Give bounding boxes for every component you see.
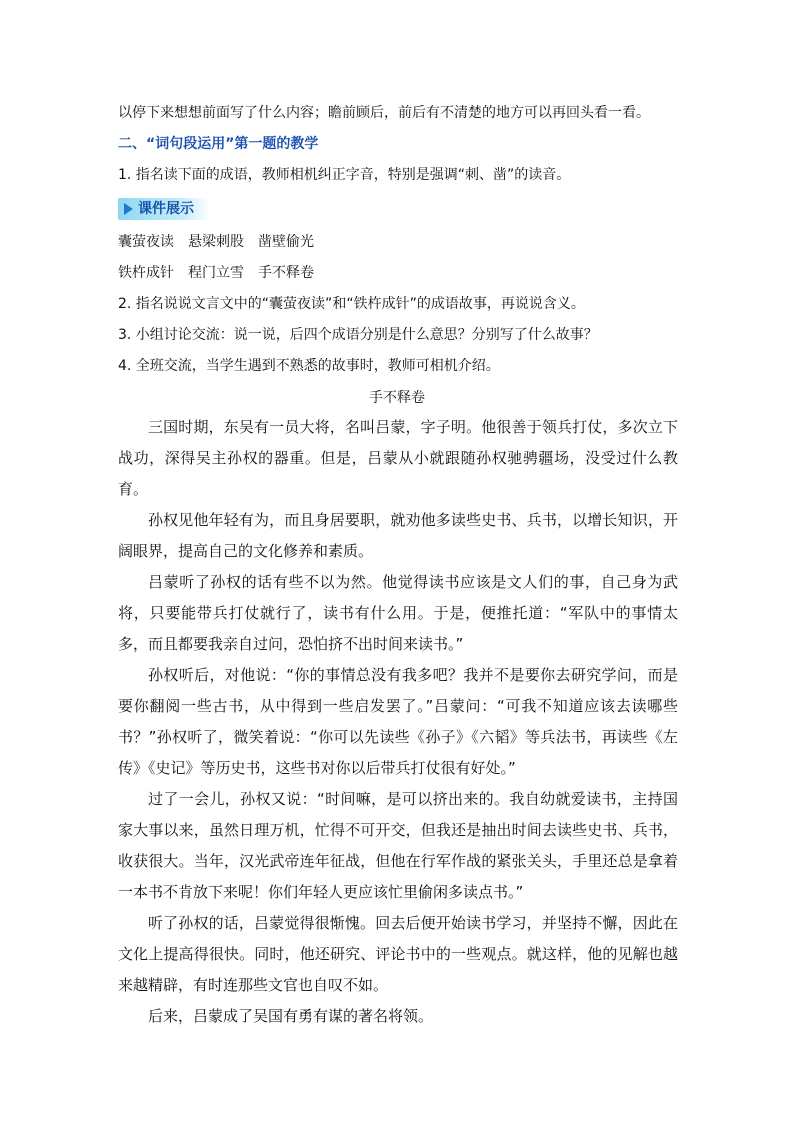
idiom-row-2: 铁杵成针 程门立雪 手不释卷 (118, 265, 314, 281)
story-paragraph-2: 孙权见他年轻有为，而且身居要职，就劝他多读些史书、兵书，以增长知识，开阔眼界，提高自己的文化修养和素质。 (118, 511, 678, 560)
step-2: 2. 指名说说文言文中的“囊萤夜读”和“铁杵成针”的成语故事，再说说含义。 (118, 296, 585, 312)
story-paragraph-4: 孙权听后，对他说：“你的事情总没有我多吧？我并不是要你去研究学问，而是要你翻阅一些古书，从中得到一些启发罢了。”吕蒙问：“可我不知道应该去读哪些书？”孙权听了，微笑着说：“你可以先读些《孙子》《六韬》等兵法书，再读些《左传》《史记》等历史书，这些书对你以后带兵打仗很有好处。” (118, 666, 678, 777)
idiom-row-1: 囊萤夜读 悬梁刺股 凿壁偷光 (118, 234, 314, 250)
story-paragraph-7: 后来，吕蒙成了吴国有勇有谋的著名将领。 (148, 1007, 434, 1025)
story-paragraph-1: 三国时期，东吴有一员大将，名叫吕蒙，字子明。他很善于领兵打仗，多次立下战功，深得吴主孙权的器重。但是，吕蒙从小就跟随孙权驰骋疆场，没受过什么教育。 (118, 418, 678, 498)
story-paragraph-5: 过了一会儿，孙权又说：“时间嘛，是可以挤出来的。我自幼就爱读书，主持国家大事以来，虽然日理万机，忙得不可开交，但我还是抽出时间去读些史书、兵书，收获很大。当年，汉光武帝连年征战，但他在行军作战的紧张关头，手里还总是拿着一本书不肯放下来呢！你们年轻人更应该忙里偷闲多读点书。” (118, 790, 678, 901)
courseware-badge-label: 课件展示 (138, 201, 194, 217)
step-1: 1. 指名读下面的成语，教师相机纠正字音，特别是强调“刺、凿”的读音。 (118, 167, 571, 183)
story-section (118, 384, 734, 1032)
courseware-badge (118, 198, 210, 220)
courseware-badge-row (118, 191, 734, 227)
story-paragraph-6: 听了孙权的话，吕蒙觉得很惭愧。回去后便开始读书学习，并坚持不懈，因此在文化上提高得很快。同时，他还研究、评论书中的一些观点。就这样，他的见解也越来越精辟，有时连那些文官也自叹不如。 (118, 914, 678, 994)
step-4: 4. 全班交流，当学生遇到不熟悉的故事时，教师可相机介绍。 (118, 358, 500, 374)
intro-line: 以停下来想想前面写了什么内容；瞻前顾后，前后有不清楚的地方可以再回头看一看。 (118, 105, 650, 121)
story-paragraph-3: 吕蒙听了孙权的话有些不以为然。他觉得读书应该是文人们的事，自己身为武将，只要能带兵打仗就行了，读书有什么用。于是，便推托道：“军队中的事情太多，而且都要我亲自过问，恐怕挤不出时间来读书。” (118, 573, 678, 653)
step-3: 3. 小组讨论交流：说一说，后四个成语分别是什么意思？分别写了什么故事？ (118, 327, 598, 343)
section-title: 二、“词句段运用”第一题的教学 (118, 136, 319, 152)
story-title: 手不释卷 (369, 390, 425, 406)
play-triangle-icon (124, 203, 133, 215)
